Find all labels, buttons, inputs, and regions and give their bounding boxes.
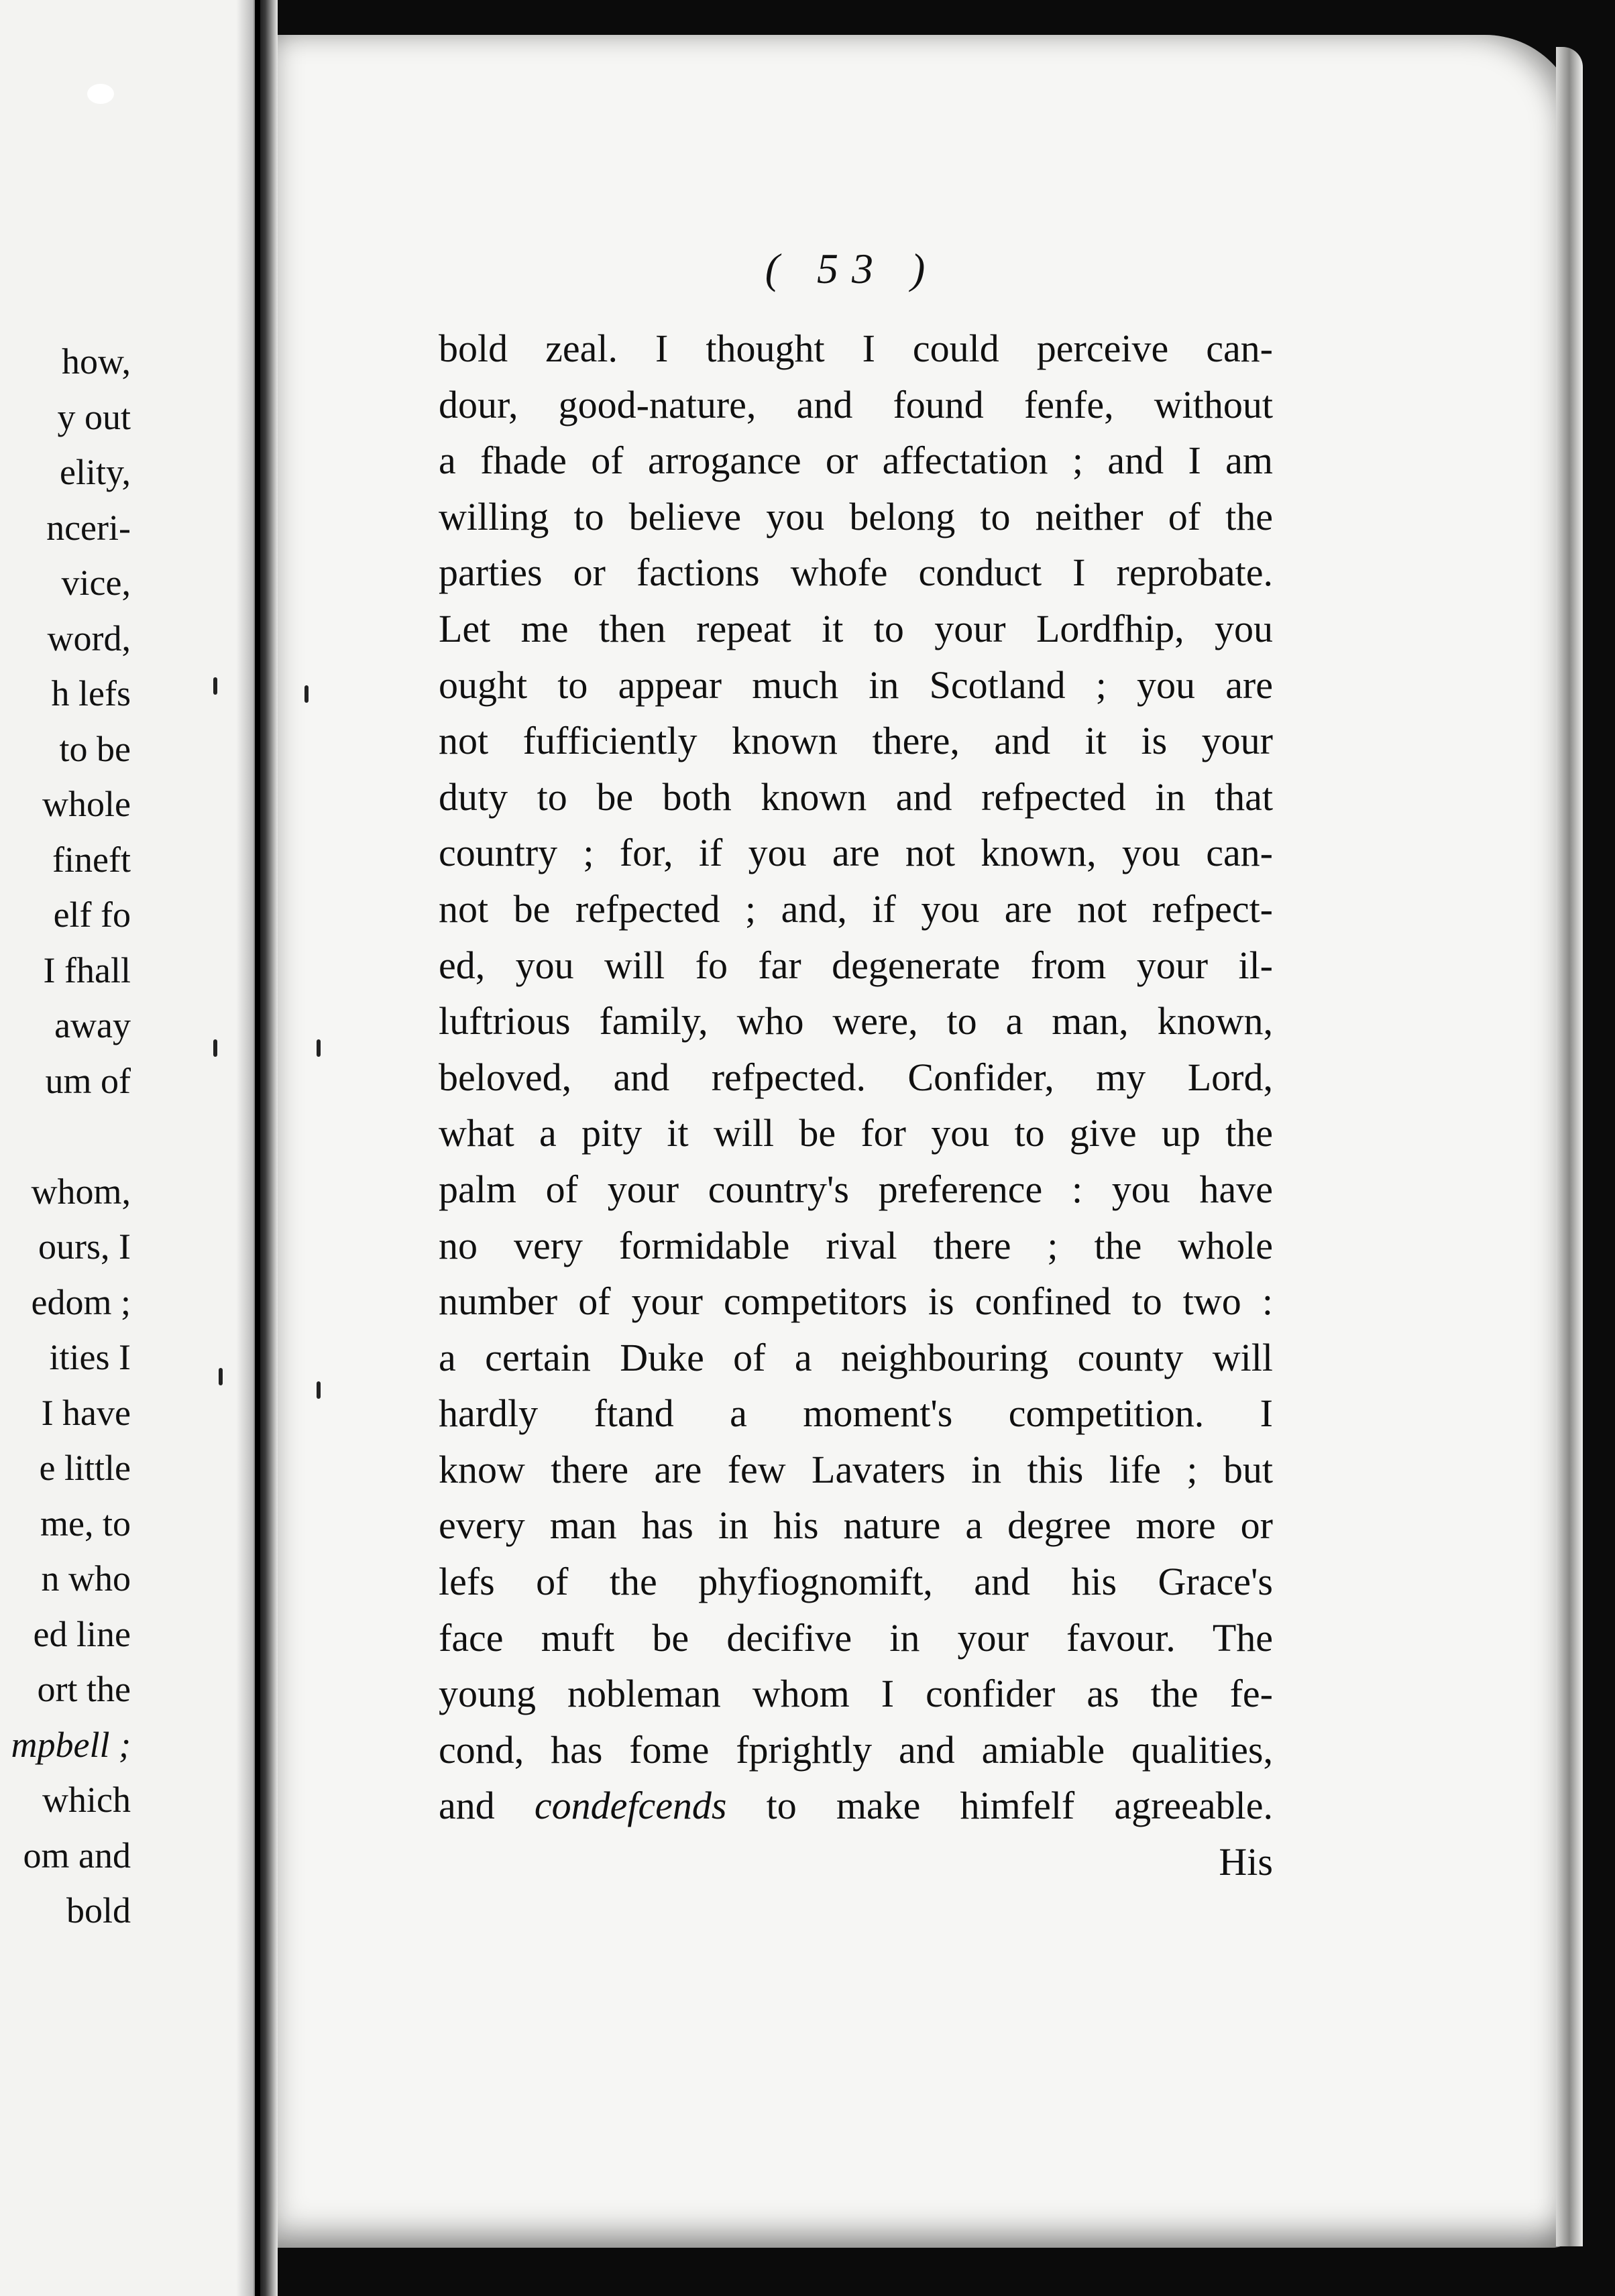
left-line: ours, I [38,1226,131,1267]
text-line: dour, good-nature, and found fenfe, without [439,382,1273,426]
left-line: me, to [40,1503,131,1544]
text-line: what a pity it will be for you to give up the [439,1111,1273,1155]
text-line: every man has in his nature a degree more or [439,1503,1273,1548]
text-line: hardly ftand a moment's competition. I [439,1391,1273,1436]
left-line: I have [41,1392,131,1433]
text-line: young nobleman whom I confider as the fe- [439,1672,1273,1716]
page-edge [1556,47,1583,2246]
ink-speck [304,685,309,703]
left-line: word, [47,618,131,658]
left-line: vice, [61,563,131,603]
left-line: elity, [60,452,131,492]
left-line: ities I [49,1337,131,1377]
left-line: y out [57,396,131,437]
text-line: number of your competitors is confined to two : [439,1279,1273,1324]
ink-speck [317,1381,321,1399]
left-page [0,0,272,2296]
left-line: how, [62,341,131,382]
left-line: edom ; [31,1281,131,1322]
text-line: Let me then repeat it to your Lordfhip, you [439,606,1273,650]
ink-speck [213,677,217,695]
left-line: elf fo [53,895,131,935]
left-line: fineft [52,839,131,880]
text-line: cond, has fome fprightly and amiable qualities, [439,1727,1273,1772]
page-number: ( 53 ) [765,245,939,292]
left-page-text [0,334,131,1939]
text-line: a certain Duke of a neighbouring county will [439,1335,1273,1379]
catchword: His [1219,1840,1273,1884]
text-line: not be refpected ; and, if you are not refpect- [439,886,1273,931]
left-line: whole [42,784,131,824]
left-line [0,1108,131,1164]
left-line: om and [23,1835,131,1876]
text-line: country ; for, if you are not known, you can- [439,831,1273,875]
left-line: nceri- [46,507,131,548]
left-line: ort the [37,1669,131,1709]
text-line: not fufficiently known there, and it is your [439,719,1273,763]
text-line: a fhade of arrogance or affectation ; and I am [439,439,1273,483]
left-line: ed line [33,1613,131,1654]
left-line: bold [66,1890,131,1931]
text-line: palm of your country's preference : you have [439,1167,1273,1211]
text-line: ought to appear much in Scotland ; you are [439,663,1273,707]
text-line: parties or factions whofe conduct I reprobate. [439,551,1273,595]
text-line: ed, you will fo far degenerate from your il- [439,943,1273,987]
gutter-shadow [255,0,260,2296]
left-line: which [42,1780,131,1820]
left-line: h lefs [51,673,131,713]
left-line: n who [41,1558,131,1599]
left-line: mpbell ; [11,1724,131,1765]
text-line: know there are few Lavaters in this life ; but [439,1447,1273,1491]
ink-speck [213,1039,217,1057]
ink-speck [317,1039,321,1057]
left-line: e little [39,1448,131,1488]
text-line: bold zeal. I thought I could perceive can- [439,327,1273,370]
page-body-text [439,321,1273,1890]
left-line: whom, [31,1171,131,1212]
text-line: face muft be decifive in your favour. The [439,1615,1273,1660]
text-line: luftrious family, who were, to a man, known, [439,999,1273,1043]
text-line: beloved, and refpected. Confider, my Lord, [439,1055,1273,1099]
text-line: willing to believe you belong to neither of the [439,494,1273,538]
text-line: lefs of the phyfiognomift, and his Grace's [439,1560,1273,1604]
text-line: no very formidable rival there ; the whole [439,1223,1273,1267]
italic-word: condefcends [534,1784,727,1828]
left-line: to be [59,728,131,769]
text-line: and condefcends to make himfelf agreeable. [439,1784,1273,1828]
left-line: um of [45,1060,131,1101]
ink-speck [219,1368,223,1385]
paper-blemish [87,84,114,104]
text-line: duty to be both known and refpected in that [439,774,1273,819]
left-line: away [54,1005,131,1045]
left-line: I fhall [43,950,131,990]
